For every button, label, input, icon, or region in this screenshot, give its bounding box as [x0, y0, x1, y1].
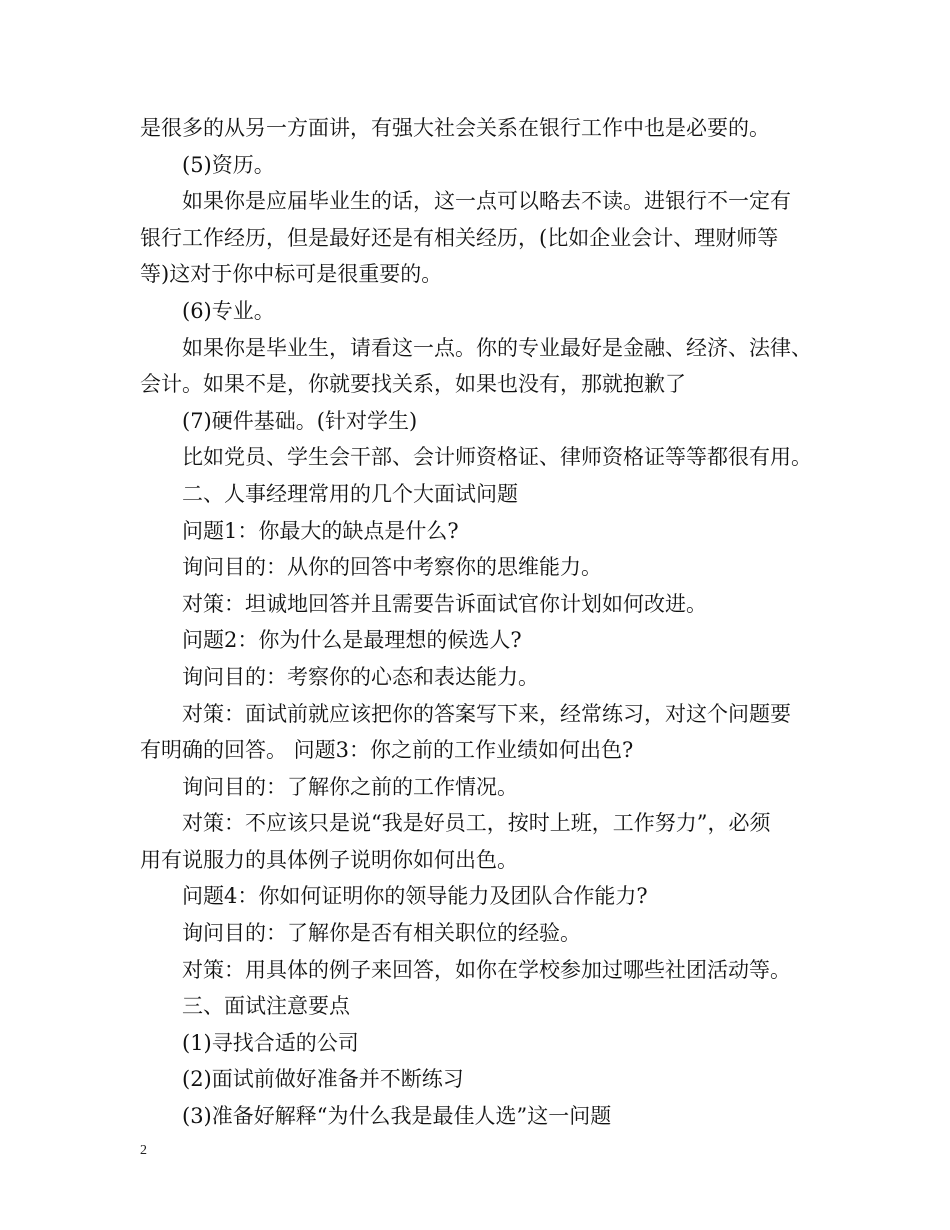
text-line: 问题2：你为什么是最理想的候选人? [182, 628, 522, 653]
text-line: 询问目的：考察你的心态和表达能力。 [182, 664, 539, 689]
text-line: 是很多的从另一方面讲，有强大社会关系在银行工作中也是必要的。 [140, 116, 770, 140]
text-line: 比如党员、学生会干部、会计师资格证、律师资格证等等都很有用。 [182, 445, 812, 470]
text-line: 有明确的回答。 问题3：你之前的工作业绩如何出色? [140, 738, 634, 763]
text-line: 对策：坦诚地回答并且需要告诉面试官你计划如何改进。 [182, 591, 707, 616]
page-number: 2 [140, 1143, 147, 1158]
document-body [140, 110, 830, 1135]
text-line: 询问目的：从你的回答中考察你的思维能力。 [182, 555, 602, 580]
text-line: 会计。如果不是，你就要找关系，如果也没有，那就抱歉了 [140, 372, 686, 397]
text-line: 询问目的：了解你之前的工作情况。 [182, 774, 518, 799]
text-line: (1)寻找合适的公司 [182, 1030, 359, 1055]
text-line: 对策：不应该只是说“我是好员工，按时上班，工作努力”，必须 [182, 811, 771, 836]
text-line: (5)资历。 [182, 152, 275, 177]
text-line: 对策：用具体的例子来回答，如你在学校参加过哪些社团活动等。 [182, 957, 791, 982]
text-line: (6)专业。 [182, 298, 275, 323]
text-line: 如果你是毕业生，请看这一点。你的专业最好是金融、经济、法律、 [182, 335, 812, 360]
text-line: 三、面试注意要点 [182, 994, 350, 1019]
text-line: 如果你是应届毕业生的话，这一点可以略去不读。进银行不一定有 [182, 189, 791, 214]
text-line: 二、人事经理常用的几个大面试问题 [182, 481, 518, 506]
text-line: 用有说服力的具体例子说明你如何出色。 [140, 847, 518, 872]
text-line: (2)面试前做好准备并不断练习 [182, 1067, 464, 1092]
text-line: 问题4：你如何证明你的领导能力及团队合作能力? [182, 884, 648, 909]
text-line: 银行工作经历，但是最好还是有相关经历，(比如企业会计、理财师等 [140, 225, 779, 250]
text-line: (3)准备好解释“为什么我是最佳人选”这一问题 [182, 1104, 612, 1129]
text-line: 询问目的：了解你是否有相关职位的经验。 [182, 921, 581, 946]
text-line: 问题1：你最大的缺点是什么? [182, 518, 459, 543]
text-line: 对策：面试前就应该把你的答案写下来，经常练习，对这个问题要 [182, 701, 791, 726]
text-line: 等)这对于你中标可是很重要的。 [140, 262, 443, 287]
text-line: (7)硬件基础。(针对学生) [182, 408, 418, 433]
